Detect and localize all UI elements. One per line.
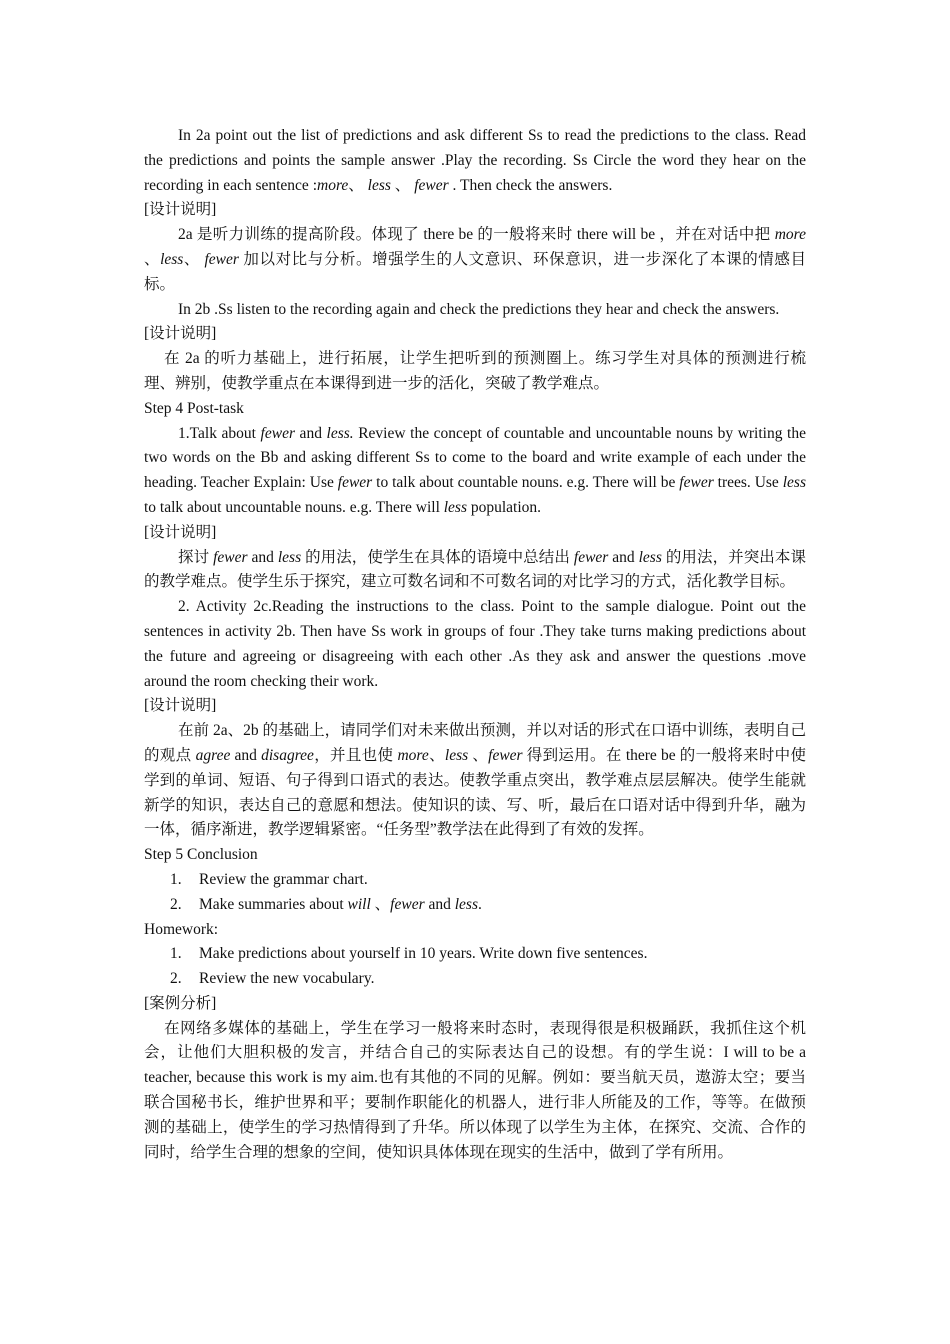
italic-word: more bbox=[317, 176, 349, 194]
italic-word: less bbox=[160, 250, 184, 268]
text: 、 bbox=[370, 895, 391, 913]
italic-word: less bbox=[277, 548, 302, 566]
italic-word: less bbox=[444, 746, 469, 764]
design-note-2a bbox=[144, 223, 806, 297]
italic-word: fewer bbox=[573, 548, 609, 566]
paragraph-activity-2c: 2. Activity 2c.Reading the instructions to the class. Point to the sample dialogue. Point out the sentences in activity 2b. Then have Ss work in groups of four .They take turns making predictions about the future and agreeing or disagreeing with each other .As they ask and answer the questions .move around the room checking their work. bbox=[144, 598, 806, 690]
text: and bbox=[230, 746, 262, 764]
text: to talk about uncountable nouns. e.g. There will bbox=[144, 498, 444, 516]
paragraph-2b: In 2b .Ss listen to the recording again and check the predictions they hear and check the answers. bbox=[178, 300, 780, 318]
text: Review the new vocabulary. bbox=[199, 970, 375, 988]
text: 、 bbox=[348, 176, 368, 194]
text: 加以对比与分析。增强学生的人文意识、环保意识，进一步深化了本课的情感目标。 bbox=[144, 250, 806, 293]
step4-heading: Step 4 Post-task bbox=[144, 399, 244, 417]
italic-word: less bbox=[782, 474, 806, 492]
italic-word: less bbox=[638, 548, 662, 566]
italic-word: less. bbox=[326, 424, 354, 442]
italic-word: less bbox=[367, 176, 391, 194]
text: 得到运用。在 there be 的一般将来时中使学到的单词、短语、句子得到口语式的表达。使教学重点突出，教学难点层层解决。使学生能就新学的知识，表达自己的意愿和想法。使知识的读、写、听，最后在口语对话中得到升华，融为一体，循序渐进，教学逻辑紧密。“任务型”教学法在此得到了有效的发挥。 bbox=[144, 746, 806, 839]
text: 、 bbox=[144, 250, 161, 268]
italic-word: fewer bbox=[337, 474, 373, 492]
text: and bbox=[608, 548, 639, 566]
design-label: [设计说明] bbox=[144, 201, 217, 219]
italic-word: more bbox=[774, 226, 806, 244]
text: and bbox=[294, 424, 327, 442]
italic-word: agree bbox=[195, 746, 231, 764]
paragraph-talk bbox=[144, 422, 806, 521]
design-label: [设计说明] bbox=[144, 697, 217, 715]
document-page bbox=[144, 124, 806, 1165]
italic-word: more bbox=[397, 746, 429, 764]
text: . Then check the answers. bbox=[448, 176, 613, 194]
list-item bbox=[144, 893, 806, 918]
text: 、 bbox=[428, 746, 445, 764]
italic-word: less bbox=[443, 498, 467, 516]
italic-word: fewer bbox=[488, 746, 523, 764]
design-label: [设计说明] bbox=[144, 523, 217, 541]
design-label: [设计说明] bbox=[144, 325, 217, 343]
text: Review the grammar chart. bbox=[199, 870, 368, 888]
homework-list bbox=[144, 942, 806, 992]
text: In 2a point out the list of predictions and ask different Ss to read the predictions to the class. Read the predictions and points the sample answer .Play the recording. Ss Circle the word they hear on the recording in each sentence : bbox=[144, 127, 806, 194]
text: and bbox=[247, 548, 278, 566]
italic-word: fewer bbox=[679, 474, 714, 492]
text: 1.Talk about bbox=[178, 424, 261, 442]
case-analysis-label: [案例分析] bbox=[144, 994, 217, 1012]
italic-word: fewer bbox=[414, 176, 449, 194]
list-item bbox=[144, 868, 806, 893]
list-item bbox=[144, 967, 806, 992]
italic-word: will bbox=[347, 895, 371, 913]
italic-word: disagree bbox=[261, 746, 314, 764]
case-analysis-text: 在网络多媒体的基础上，学生在学习一般将来时态时，表现得很是积极踊跃，我抓住这个机会，让他们大胆积极的发言，并结合自己的实际表达自己的设想。有的学生说：I will to be a teacher, because this work is my aim.也有其他的不同的见解。例如：要当航天员，遨游太空；要当联合国秘书长，维护世界和平；要制作职能化的机器人，进行非人所能及的工作，等等。在做预测的基础上，使学生的学习热情得到了升华。所以体现了以学生为主体，在探究、交流、合作的同时，给学生合理的想象的空间，使知识具体体现在现实的生活中，做到了学有所用。 bbox=[144, 1019, 806, 1161]
text: 探讨 bbox=[178, 548, 214, 566]
design-note-2b: 在 2a 的听力基础上，进行拓展，让学生把听到的预测圈上。练习学生对具体的预测进行梳理、辨别，使教学重点在本课得到进一步的活化，突破了教学难点。 bbox=[144, 350, 806, 392]
text: to talk about countable nouns. e.g. There will be bbox=[372, 474, 680, 492]
text: 的用法，并突出本课的教学难点。使学生乐于探究，建立可数名词和不可数名词的对比学习的方式，活化教学目标。 bbox=[144, 548, 806, 591]
paragraph-2a bbox=[144, 124, 806, 198]
homework-heading: Homework: bbox=[144, 920, 219, 938]
text: 在前 2a、2b 的基础上，请同学们对未来做出预测，并以对话的形式在口语中训练，表明自己的观点 bbox=[144, 722, 806, 764]
list-item bbox=[144, 942, 806, 967]
italic-word: fewer bbox=[260, 424, 295, 442]
text: 、 bbox=[183, 250, 205, 268]
list-number: 2. bbox=[170, 895, 182, 913]
text: Make summaries about bbox=[199, 895, 348, 913]
step5-heading: Step 5 Conclusion bbox=[144, 846, 258, 864]
text: population. bbox=[467, 498, 542, 516]
list-number: 1. bbox=[170, 945, 182, 963]
italic-word: fewer bbox=[204, 250, 239, 268]
conclusion-list bbox=[144, 868, 806, 918]
italic-word: less bbox=[454, 895, 478, 913]
list-number: 2. bbox=[170, 970, 182, 988]
text: 的用法，使学生在具体的语境中总结出 bbox=[301, 548, 574, 566]
text: Review the concept of countable and uncountable nouns by writing the two words on the Bb and asking different Ss to come to the board and write example of each under the heading. Teacher Explain: Use bbox=[144, 424, 806, 492]
text: 、 bbox=[468, 746, 489, 764]
text: . bbox=[478, 895, 482, 913]
text: trees. Use bbox=[713, 474, 783, 492]
design-note-talk bbox=[144, 546, 806, 596]
text: ，并且也使 bbox=[313, 746, 398, 764]
list-number: 1. bbox=[170, 870, 182, 888]
italic-word: fewer bbox=[213, 548, 248, 566]
italic-word: fewer bbox=[390, 895, 425, 913]
text: 2a 是听力训练的提高阶段。体现了 there be 的一般将来时 there will be ，并在对话中把 bbox=[178, 226, 775, 244]
text: 、 bbox=[390, 176, 415, 194]
text: and bbox=[424, 895, 455, 913]
text: Make predictions about yourself in 10 years. Write down five sentences. bbox=[199, 945, 648, 963]
design-note-2c bbox=[144, 719, 806, 843]
